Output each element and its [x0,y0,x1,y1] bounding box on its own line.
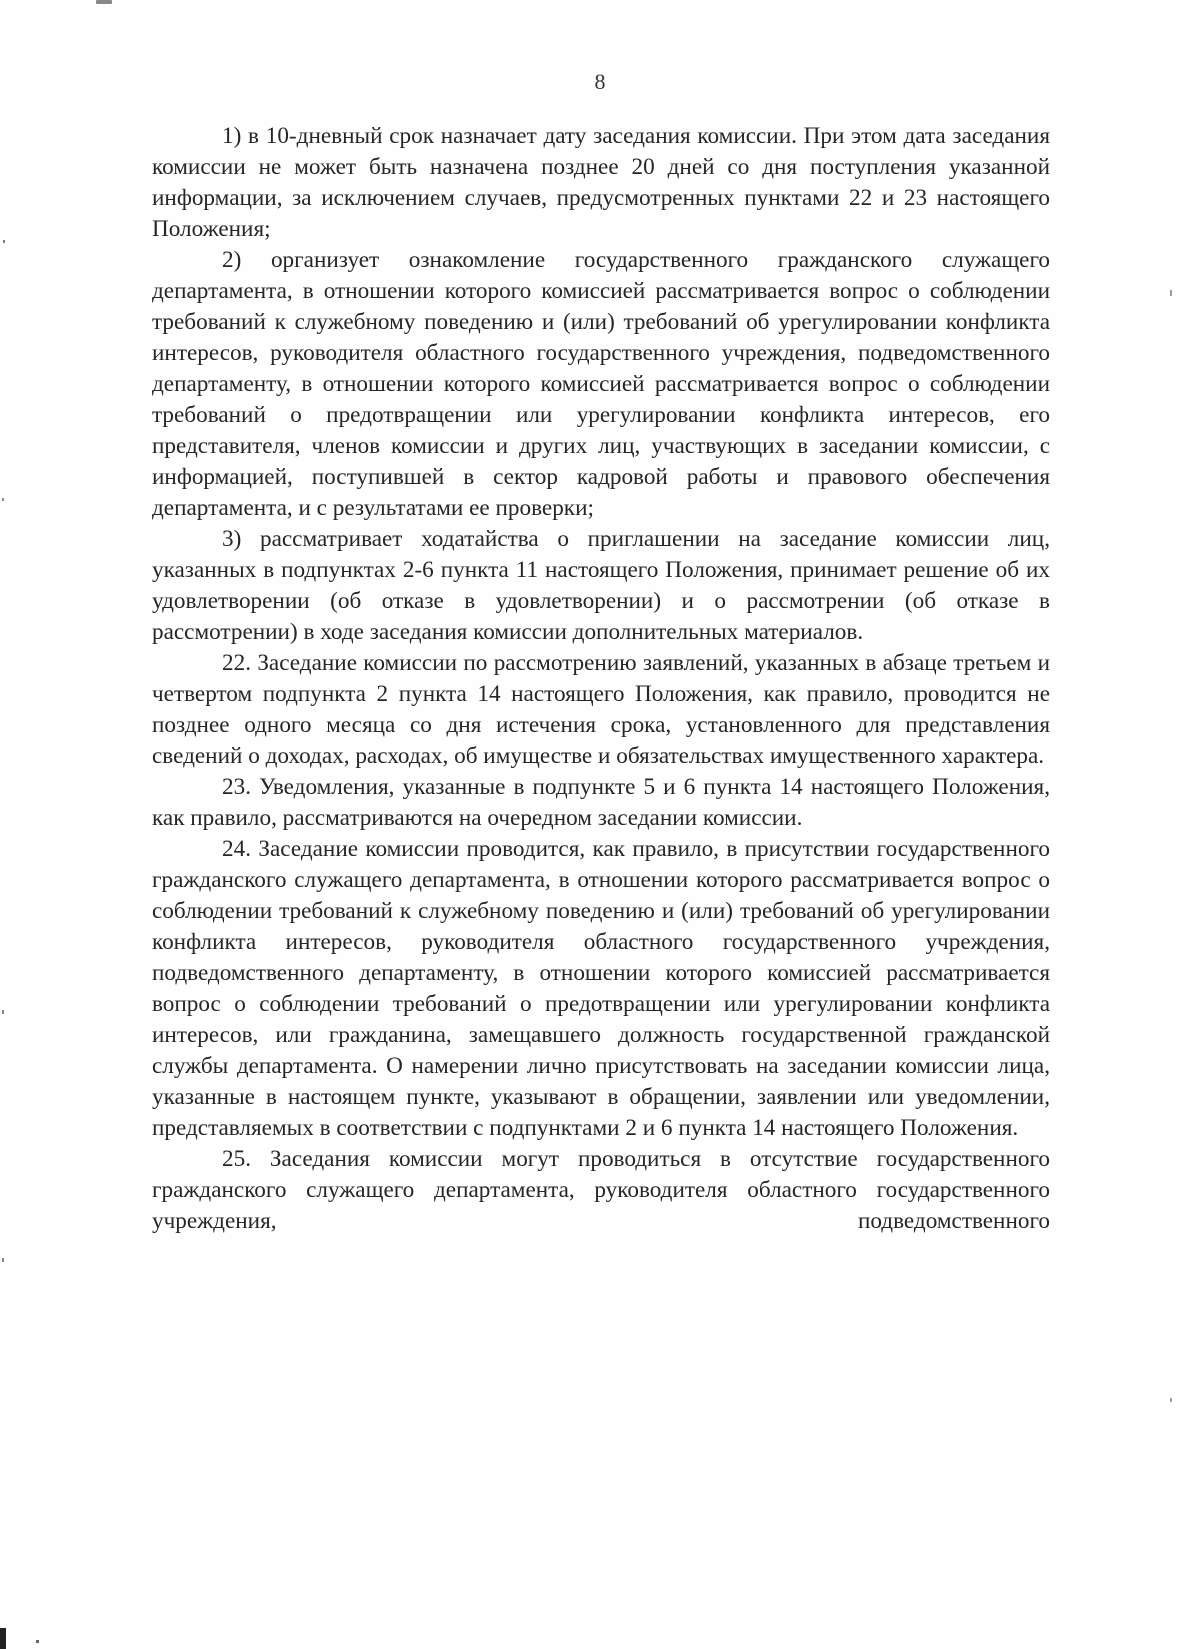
paragraph-24: 24. Заседание комиссии проводится, как правило, в присутствии государственного гражданского служащего департамента, в отношении которого рассматривается вопрос о соблюдении требований к служебному поведению и (или) требований об урегулировании конфликта интересов, руководителя областного государственного учреждения, подведомственного департаменту, в отношении которого комиссией рассматривается вопрос о соблюдении требований о предотвращении или урегулировании конфликта интересов, или гражданина, замещавшего должность государственной гражданской службы департамента. О намерении лично присутствовать на заседании комиссии лица, указанные в настоящем пункте, указывают в обращении, заявлении или уведомлении, представляемых в соответствии с подпунктами 2 и 6 пункта 14 настоящего Положения. [152,836,1050,1141]
scan-speck [2,1258,4,1262]
scan-speck [1170,1398,1172,1402]
scan-speck [2,1010,4,1014]
paragraph-item-3: 3) рассматривает ходатайства о приглашении на заседание комиссии лиц, указанных в подпунктах 2-6 пункта 11 настоящего Положения, принимает решение об их удовлетворении (об отказе в удовлетворении) и о рассмотрении (об отказе в рассмотрении) в ходе заседания комиссии дополнительных материалов. [152,526,1050,645]
paragraph-item-1: 1) в 10-дневный срок назначает дату заседания комиссии. При этом дата заседания комиссии не может быть назначена позднее 20 дней со дня поступления указанной информации, за исключением случаев, предусмотренных пунктами 22 и 23 настоящего Положения; [152,123,1050,242]
scan-speck [2,498,4,501]
paragraph-23: 23. Уведомления, указанные в подпункте 5 и 6 пункта 14 настоящего Положения, как правило, рассматриваются на очередном заседании комиссии. [152,774,1050,831]
scan-mark [0,1628,6,1649]
paragraph-item-2: 2) организует ознакомление государственного гражданского служащего департамента, в отношении которого комиссией рассматривается вопрос о соблюдении требований к служебному поведению и (или) требований об урегулировании конфликта интересов, руководителя областного государственного учреждения, подведомственного департаменту, в отношении которого комиссией рассматривается вопрос о соблюдении требований о предотвращении или урегулировании конфликта интересов, его представителя, членов комиссии и других лиц, участвующих в заседании комиссии, с информацией, поступившей в сектор кадровой работы и правового обеспечения департамента, и с результатами ее проверки; [152,247,1050,521]
paragraph-22: 22. Заседание комиссии по рассмотрению заявлений, указанных в абзаце третьем и четвертом подпункта 2 пункта 14 настоящего Положения, как правило, проводится не позднее одного месяца со дня истечения срока, установленного для представления сведений о доходах, расходах, об имуществе и обязательствах имущественного характера. [152,650,1050,769]
paragraph-25: 25. Заседания комиссии могут проводиться в отсутствие государственного гражданского служащего департамента, руководителя областного государственного учреждения, подведомственного [152,1146,1050,1234]
page-number: 8 [594,69,606,94]
scan-speck [1170,290,1172,296]
scan-speck [36,1640,39,1643]
scan-speck [3,240,5,243]
scan-mark [96,0,112,4]
document-body [152,121,1050,1237]
